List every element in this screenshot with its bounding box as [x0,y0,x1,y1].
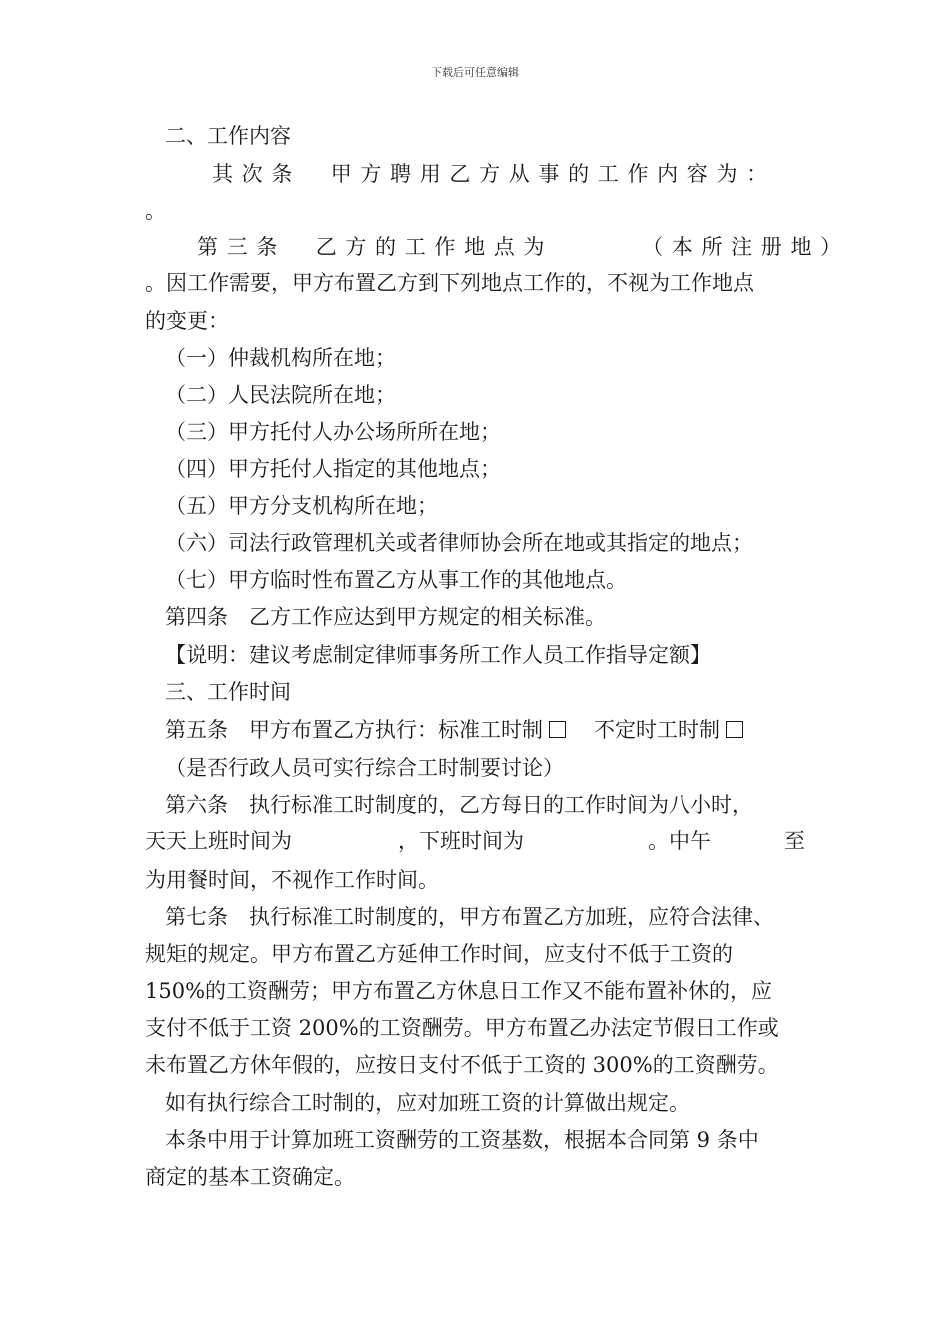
article-4-text: 第四条 乙方工作应达到甲方规定的相关标准。 [165,605,606,629]
article-7-text: 第七条 执行标准工时制度的，甲方布置乙方加班，应符合法律、 [165,905,774,929]
article-5-text [165,715,743,745]
location-item-4: （四）甲方托付人指定的其他地点； [165,457,501,481]
start-time-label: 天天上班时间为 [145,829,292,853]
article-5-label: 第五条 甲方布置乙方执行：标准工时制 [165,718,543,742]
article-7-line-2: 规矩的规定。甲方布置乙方延伸工作时间，应支付不低于工资的 [145,942,733,966]
flexible-hours-checkbox[interactable] [726,721,743,738]
article-2-text: 其 次 条 甲 方 聘 用 乙 方 从 事 的 工 作 内 容 为 ： [212,162,769,186]
end-time-label: ，下班时间为 [398,829,524,853]
article-3-text: 第 三 条 乙 方 的 工 作 地 点 为 （ 本 所 注 册 地 ） [197,235,843,259]
location-item-1: （一）仲裁机构所在地； [165,346,396,370]
overtime-base-text: 本条中用于计算加班工资酬劳的工资基数，根据本合同第 9 条中 [165,1128,759,1152]
article-7-line-5: 未布置乙方休年假的，应按日支付不低于工资的 300%的工资酬劳。 [145,1053,779,1077]
note-text: 【说明：建议考虑制定律师事务所工作人员工作指导定额】 [165,643,711,667]
article-5-note: （是否行政人员可实行综合工时制要讨论） [165,756,564,780]
location-item-7: （七）甲方临时性布置乙方从事工作的其他地点。 [165,568,627,592]
to-label: 至 [784,829,805,853]
article-3-continuation: 。因工作需要，甲方布置乙方到下列地点工作的，不视为工作地点 [145,271,754,295]
page-header: 下载后可任意编辑 [431,66,519,79]
article-2-continuation: 。 [145,199,166,223]
location-item-2: （二）人民法院所在地； [165,383,396,407]
section-heading-work-hours: 三、工作时间 [165,680,291,704]
standard-hours-checkbox[interactable] [549,721,566,738]
overtime-base-continuation: 商定的基本工资确定。 [145,1165,355,1189]
article-7-line-3: 150%的工资酬劳；甲方布置乙方休息日工作又不能布置补休的，应 [145,979,773,1003]
comprehensive-hours-note: 如有执行综合工时制的，应对加班工资的计算做出规定。 [165,1091,690,1115]
article-6-text: 第六条 执行标准工时制度的，乙方每日的工作时间为八小时， [165,793,753,817]
flexible-hours-label: 不定时工时制 [594,718,720,742]
section-heading-work-content: 二、工作内容 [165,124,291,148]
noon-label: 。中午 [648,829,711,853]
location-item-5: （五）甲方分支机构所在地； [165,494,438,518]
article-6-continuation: 为用餐时间，不视作工作时间。 [145,868,439,892]
article-7-line-4: 支付不低于工资 200%的工资酬劳。甲方布置乙办法定节假日工作或 [145,1016,779,1040]
location-item-3: （三）甲方托付人办公场所所在地； [165,420,501,444]
location-item-6: （六）司法行政管理机关或者律师协会所在地或其指定的地点； [165,531,753,555]
article-3-continuation-2: 的变更： [145,309,229,333]
